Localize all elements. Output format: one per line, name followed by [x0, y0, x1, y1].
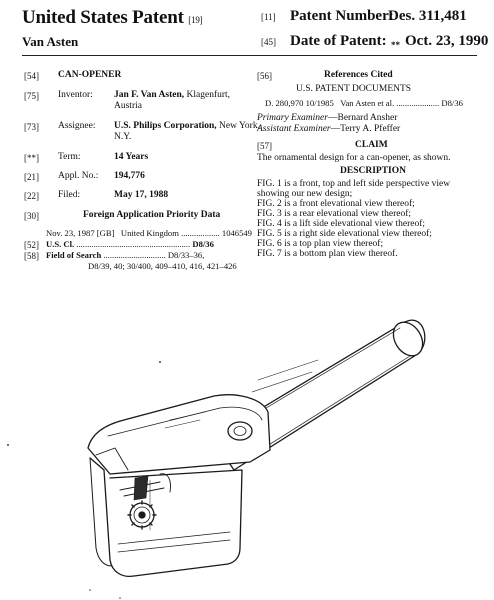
- fig-line: FIG. 6 is a top plan view thereof;: [257, 239, 384, 249]
- claim-text: The ornamental design for a can-opener, as shown.: [257, 153, 451, 163]
- claim-title: CLAIM: [355, 140, 388, 150]
- term-label: Term:: [58, 152, 81, 162]
- inventor-country: Austria: [114, 101, 142, 111]
- uscl-value: D8/36: [192, 239, 214, 249]
- inventor-surname-heading: Van Asten: [22, 34, 79, 49]
- assignee-name: U.S. Philips Corporation,: [114, 121, 217, 131]
- filed-ref: [22]: [24, 191, 39, 201]
- refs-leader: ....................: [396, 98, 440, 108]
- claim-ref: [57]: [257, 141, 272, 151]
- field-leader: .............................: [103, 250, 166, 260]
- uscl-leader: .....................................................: [76, 239, 191, 249]
- assignee-state: N.Y.: [114, 132, 132, 142]
- description-title: DESCRIPTION: [340, 166, 406, 176]
- inventor-label: Inventor:: [58, 90, 93, 100]
- country-ref: [19]: [188, 15, 203, 25]
- top-cover: [88, 395, 270, 474]
- fig-line: FIG. 2 is a front elevational view thereof;: [257, 199, 415, 209]
- primary-examiner-label: Primary Examiner: [257, 113, 328, 123]
- foreign-date: Nov. 23, 1987 [GB]: [46, 228, 115, 238]
- field-ref: [58]: [24, 251, 39, 261]
- appl-label: Appl. No.:: [58, 171, 99, 181]
- refs-title: References Cited: [324, 70, 393, 80]
- date-ref: [45]: [261, 37, 276, 47]
- inventor-name: Jan F. Van Asten,: [114, 90, 185, 100]
- title-ref: [54]: [24, 71, 39, 81]
- appl-value: 194,776: [114, 171, 145, 181]
- assignee-label: Assignee:: [58, 121, 96, 131]
- refs-subtitle: U.S. PATENT DOCUMENTS: [296, 84, 412, 94]
- uscl-label: U.S. Cl.: [46, 239, 75, 249]
- inventor-ref: [75]: [24, 91, 39, 101]
- fig-line: FIG. 5 is a right side elevational view thereof;: [257, 229, 432, 239]
- filed-label: Filed:: [58, 190, 81, 200]
- field-value-2: D8/39, 40; 30/400, 409–410, 416, 421–426: [88, 261, 237, 271]
- term-value: 14 Years: [114, 152, 149, 162]
- primary-examiner-name: —Bernard Ansher: [327, 113, 398, 123]
- field-value-1: D8/33–36,: [167, 250, 205, 260]
- refs-class: D8/36: [441, 98, 463, 108]
- foreign-number: 1046549: [221, 228, 252, 238]
- refs-doc: D. 280,970 10/1985: [265, 98, 334, 108]
- term-ref: [**]: [24, 153, 39, 163]
- body-block: [90, 458, 242, 576]
- design-title: CAN-OPENER: [58, 70, 122, 80]
- inventor-location: Klagenfurt,: [186, 90, 231, 100]
- patent-number-label: Patent Number:: [290, 8, 394, 24]
- filed-value: May 17, 1988: [114, 190, 169, 200]
- foreign-title: Foreign Application Priority Data: [83, 210, 221, 220]
- assignee-ref: [73]: [24, 122, 39, 132]
- country-text: United States Patent: [22, 7, 184, 28]
- assignee-location: New York,: [219, 121, 260, 131]
- date-label: Date of Patent:: [290, 33, 387, 49]
- refs-ref: [56]: [257, 71, 272, 81]
- fig-line: FIG. 4 is a lift side elevational view thereof;: [257, 219, 426, 229]
- patent-number-ref: [11]: [261, 12, 276, 22]
- foreign-ref: [30]: [24, 211, 39, 221]
- uscl-ref: [52]: [24, 240, 39, 250]
- appl-ref: [21]: [24, 172, 39, 182]
- field-label: Field of Search: [46, 250, 102, 260]
- fig-line: FIG. 1 is a front, top and left side perspective view: [257, 179, 451, 189]
- assistant-examiner-name: —Terry A. Pfeffer: [330, 124, 401, 134]
- date-value: Oct. 23, 1990: [405, 33, 489, 49]
- patent-number-value: Des. 311,481: [388, 8, 467, 24]
- foreign-country: United Kingdom: [120, 228, 179, 238]
- assistant-examiner-label: Assistant Examiner: [257, 124, 331, 134]
- refs-inventor: Van Asten et al.: [340, 98, 395, 108]
- date-term-mark: **: [391, 40, 400, 50]
- fig-line: FIG. 3 is a rear elevational view thereof;: [257, 209, 412, 219]
- fig-line: showing our new design;: [257, 189, 353, 199]
- foreign-leader: ..................: [181, 228, 220, 238]
- fig-line: FIG. 7 is a bottom plan view thereof.: [257, 249, 398, 259]
